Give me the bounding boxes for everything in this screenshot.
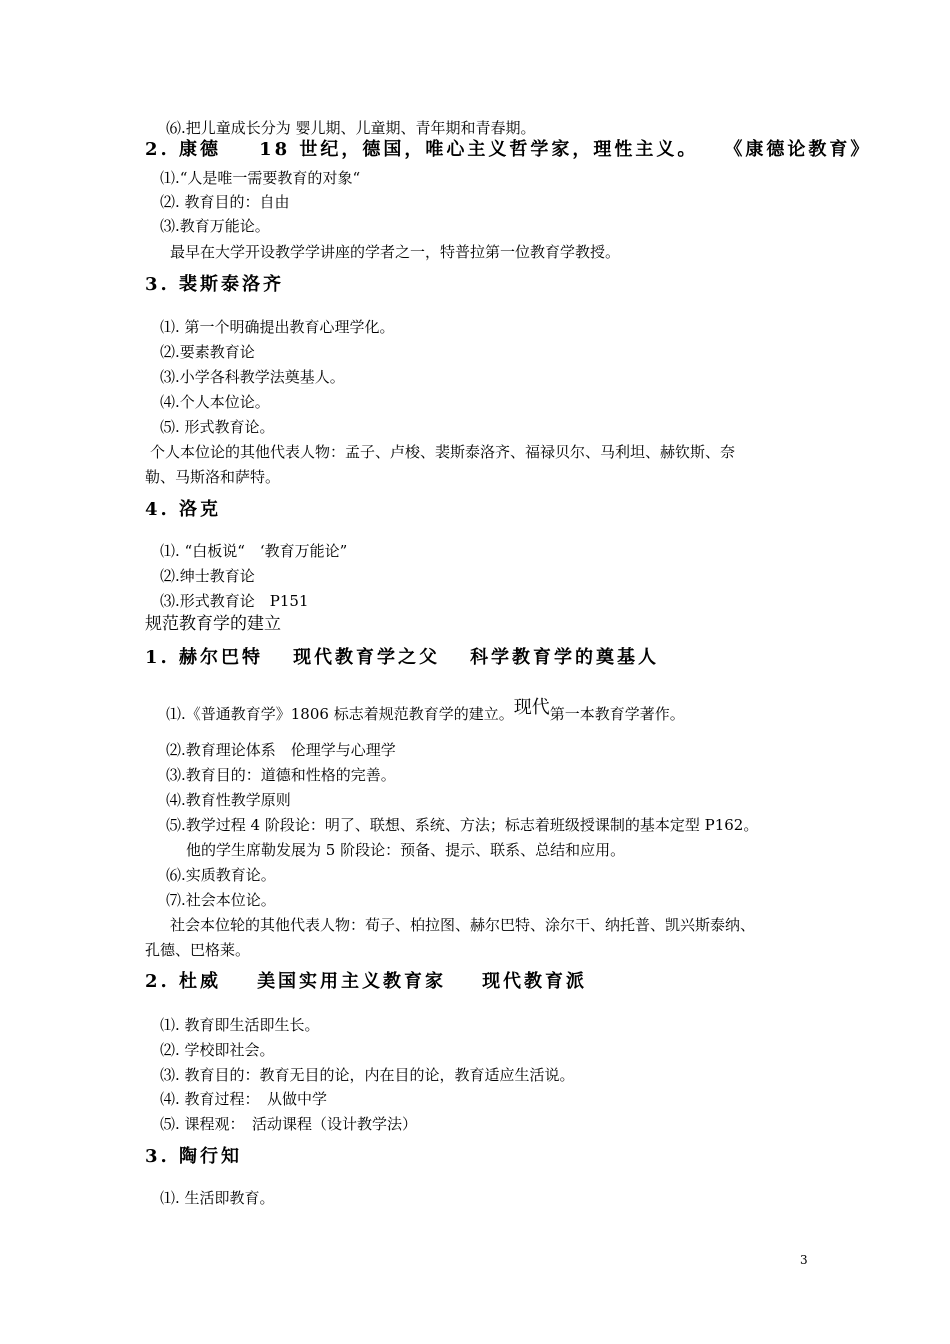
heading-book: 《康德论教育》 [724, 139, 872, 160]
text-line: ⑴. 生活即教育。 [160, 1189, 275, 1207]
text-line: ⑸. 形式教育论。 [160, 418, 275, 436]
text-line: ⑶.教育万能论。 [160, 217, 270, 235]
text-line: 社会本位轮的其他代表人物：荀子、柏拉图、赫尔巴特、涂尔干、纳托普、凯兴斯泰纳、 [170, 916, 756, 934]
text-line: ⑵.教育理论体系 伦理学与心理学 [166, 741, 396, 759]
text-part-large: 现代 [513, 697, 550, 718]
text-line: 勒、马斯洛和萨特。 [145, 468, 281, 486]
text-line: ⑴. 第一个明确提出教育心理学化。 [160, 318, 395, 336]
text-line: ⑴. 教育即生活即生长。 [160, 1016, 320, 1034]
text-line: ⑵.要素教育论 [160, 343, 255, 361]
text-line: ⑶.教育目的：道德和性格的完善。 [166, 766, 396, 784]
text-line: ⑷.个人本位论。 [160, 393, 270, 411]
section-title: 规范教育学的建立 [145, 614, 281, 634]
heading-kant [145, 138, 871, 162]
text-line: ⑶.形式教育论 P151 [160, 592, 309, 610]
heading-tao: 3. 陶行知 [145, 1146, 243, 1167]
text-line: ⑸.教学过程 4 阶段论：明了、联想、系统、方法；标志着班级授课制的基本定型 P162。 [166, 816, 759, 834]
text-line: ⑷. 教育过程： 从做中学 [160, 1090, 328, 1108]
text-line: 个人本位论的其他代表人物：孟子、卢梭、裴斯泰洛齐、福禄贝尔、马利坦、赫钦斯、奈 [150, 443, 736, 461]
heading-dewey [145, 970, 587, 994]
text-line: ⑸. 课程观： 活动课程（设计教学法） [160, 1115, 418, 1133]
text-line [166, 697, 685, 724]
text-line: ⑵. 学校即社会。 [160, 1041, 275, 1059]
text-line: ⑹.实质教育论。 [166, 866, 276, 884]
heading-name: 2. 康德 [145, 139, 222, 160]
text-line: ⑶.小学各科教学法奠基人。 [160, 368, 345, 386]
page-number: 3 [800, 1253, 808, 1267]
heading-desc2: 现代教育派 [482, 971, 588, 992]
heading-name: 1. 赫尔巴特 [145, 647, 264, 668]
text-line: ⑴. “白板说“ ‘教育万能论” [160, 542, 348, 560]
heading-herbart [145, 646, 659, 670]
heading-desc: 现代教育学之父 [293, 647, 441, 668]
text-line: ⑹.把儿童成长分为 婴儿期、儿童期、青年期和青春期。 [166, 119, 536, 137]
text-line: 他的学生席勒发展为 5 阶段论：预备、提示、联系、总结和应用。 [186, 841, 626, 859]
heading-desc: 18 世纪，德国，唯心主义哲学家，理性主义。 [259, 139, 699, 160]
heading-desc2: 科学教育学的奠基人 [470, 647, 660, 668]
text-line: ⑶. 教育目的：教育无目的论，内在目的论，教育适应生活说。 [160, 1066, 575, 1084]
text-part: ⑴.《普通教育学》1806 标志着规范教育学的建立。 [166, 705, 514, 723]
text-line: ⑺.社会本位论。 [166, 891, 276, 909]
heading-pestalozzi: 3. 裴斯泰洛齐 [145, 274, 285, 295]
text-line: ⑵. 教育目的：自由 [160, 193, 290, 211]
heading-name: 2. 杜威 [145, 971, 222, 992]
text-line: ⑴.“人是唯一需要教育的对象“ [160, 169, 361, 187]
text-line: 孔德、巴格莱。 [145, 941, 251, 959]
heading-desc: 美国实用主义教育家 [257, 971, 447, 992]
text-line: ⑵.绅士教育论 [160, 567, 255, 585]
text-part: 第一本教育学著作。 [549, 705, 685, 723]
heading-locke: 4. 洛克 [145, 499, 222, 520]
text-line: ⑷.教育性教学原则 [166, 791, 291, 809]
text-line: 最早在大学开设教学学讲座的学者之一，特普拉第一位教育学教授。 [170, 243, 621, 261]
